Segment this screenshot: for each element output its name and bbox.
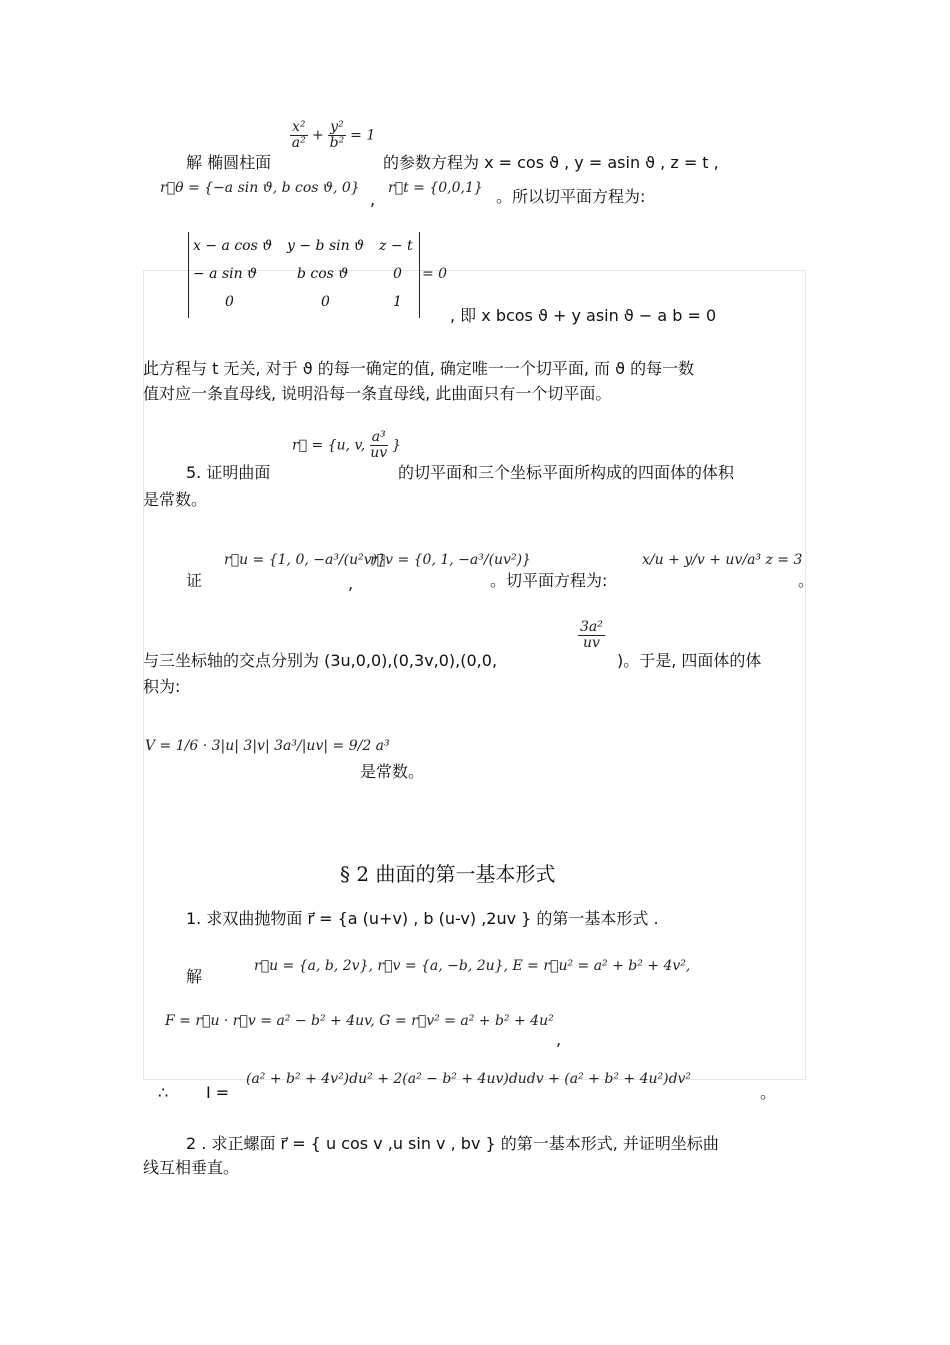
- q2-text1: 2 . 求正螺面 r⃗ = { u cos v ,u sin v , bv } 的第一基本形式, 并证明坐标曲: [186, 1134, 719, 1153]
- q1-comma: ,: [556, 1030, 562, 1049]
- intersect-text2: )。于是, 四面体的体: [617, 651, 762, 670]
- q1-text: 1. 求双曲抛物面 r⃗ = {a (u+v) , b (u-v) ,2uv } 的第一基本形式 .: [186, 909, 659, 928]
- p5-surface-eq: r⃗ = {u, v, $\frac{\text{a³}}{uv}$ }: [292, 429, 402, 461]
- section-heading: § 2 曲面的第一基本形式: [340, 862, 556, 886]
- plane-text: 。切平面方程为:: [490, 571, 608, 590]
- p5-text1: 的切平面和三个坐标平面所构成的四面体的体积: [398, 463, 735, 482]
- p5-dot: 。: [798, 571, 815, 590]
- q1-line2: F = r⃗u · r⃗v = a² − b² + 4uv, G = r⃗v² = a² + b² + 4u²: [165, 1013, 554, 1029]
- comma-1: ,: [370, 190, 376, 209]
- volume-equation: V = 1/6 · 3|u| 3|v| 3a³/|uv| = 9/2 a³: [145, 738, 390, 754]
- r-t-vector: r⃗t = {0,0,1}: [388, 180, 483, 196]
- plane-equation: x/u + y/v + uv/a³ z = 3: [642, 552, 803, 568]
- q2-text2: 线互相垂直。: [143, 1158, 240, 1177]
- intro-text: 解 椭圆柱面: [186, 153, 272, 172]
- q1-line1: r⃗u = {a, b, 2v}, r⃗v = {a, −b, 2u}, E = r⃗u² = a² + b² + 4v²,: [254, 958, 691, 974]
- determinant: x − a cos ϑ y − b sin ϑ z − t − a sin ϑ b cos ϑ 0 0 0 1: [188, 232, 420, 318]
- p5-text2: 是常数。: [143, 490, 208, 509]
- det-equals: = 0: [422, 266, 448, 282]
- para1-line2: 值对应一条直母线, 说明沿每一条直母线, 此曲面只有一个切平面。: [143, 384, 612, 403]
- q1-solution-label: 解: [186, 967, 203, 986]
- para1-line1: 此方程与 t 无关, 对于 ϑ 的每一确定的值, 确定唯一一个切平面, 而 ϑ 的每一数: [143, 359, 695, 378]
- q1-end: 。: [760, 1083, 777, 1102]
- first-fundamental-form: (a² + b² + 4v²)du² + 2(a² − b² + 4uv)dudv + (a² + b² + 4u²)dv²: [246, 1071, 692, 1087]
- proof-label: 证: [186, 571, 203, 590]
- p5-label: 5. 证明曲面: [186, 463, 271, 482]
- result-text: , 即 x bcos ϑ + y asin ϑ − a b = 0: [450, 306, 717, 325]
- so-text: 。所以切平面方程为:: [496, 187, 646, 206]
- r-u-vector: r⃗u = {1, 0, −a³/(u²v)}: [224, 552, 387, 568]
- p5-comma: ,: [348, 574, 354, 593]
- r-v-vector: r⃗v = {0, 1, −a³/(uv²)}: [370, 552, 531, 568]
- volume-label: 积为:: [143, 677, 181, 696]
- r-theta-vector: r⃗θ = {−a sin ϑ, b cos ϑ, 0}: [160, 180, 360, 196]
- ellipse-equation: $\frac{\text{x²}}{\text{a²}}$ + $\frac{\text{y²}}{\text{b²}}$ = 1: [291, 119, 376, 151]
- intersect-frac: $\frac{\text{3a²}}{uv}$: [580, 619, 603, 651]
- first-form-label: I =: [206, 1083, 230, 1102]
- constant-text: 是常数。: [360, 762, 425, 781]
- intersect-text: 与三坐标轴的交点分别为 (3u,0,0),(0,3v,0),(0,0,: [143, 651, 498, 670]
- therefore-symbol: ∴: [158, 1083, 169, 1102]
- param-text: 的参数方程为 x = cos ϑ , y = asin ϑ , z = t ,: [383, 153, 719, 172]
